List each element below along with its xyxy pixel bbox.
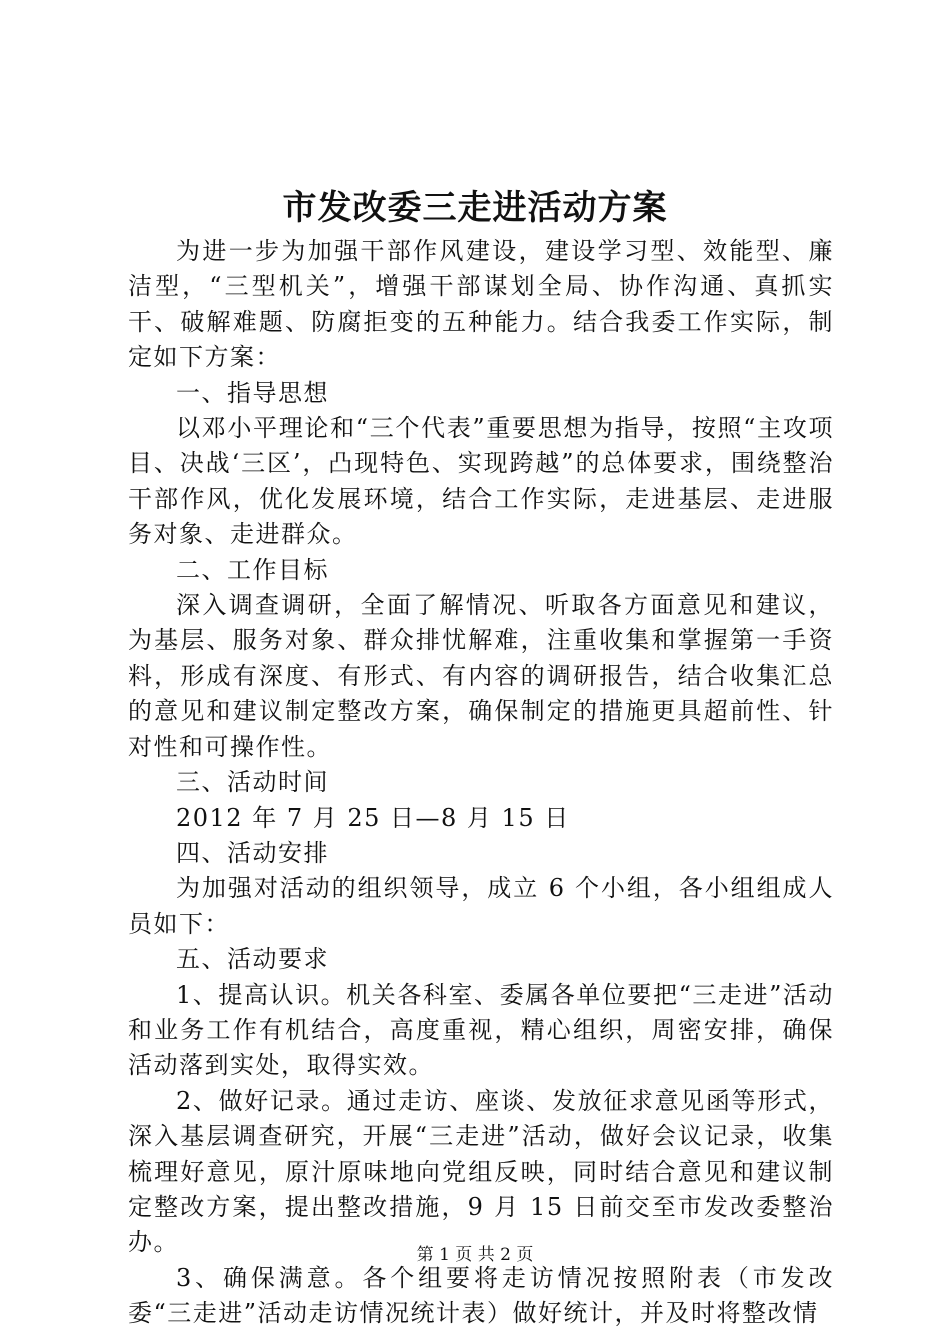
activity-time-paragraph: 2012 年 7 月 25 日—8 月 15 日 (176, 803, 570, 832)
requirement-item-1: 1、提高认识。机关各科室、委属各单位要把“三走进”活动和业务工作有机结合，高度重视，精心组织，周密安排，确保活动落到实处，取得实效。 (128, 980, 834, 1080)
section-heading-work-goals: 二、工作目标 (176, 555, 329, 584)
requirement-item-3: 3、确保满意。各个组要将走访情况按照附表（市发改委“三走进”活动走访情况统计表）做好统计，并及时将整改情 (128, 1263, 834, 1328)
document-body (128, 234, 834, 1332)
activity-arrangement-paragraph: 为加强对活动的组织领导，成立 6 个小组，各小组组成人员如下： (128, 874, 834, 938)
page-footer: 第 1 页 共 2 页 (416, 1245, 534, 1265)
document-title: 市发改委三走进活动方案 (282, 188, 668, 228)
intro-paragraph: 为进一步为加强干部作风建设，建设学习型、效能型、廉洁型，“三型机关”，增强干部谋划全局、协作沟通、真抓实干、破解难题、防腐拒变的五种能力。结合我委工作实际，制定如下方案： (128, 237, 834, 372)
section-heading-activity-time: 三、活动时间 (176, 768, 329, 797)
section-heading-guiding-thought: 一、指导思想 (176, 378, 329, 407)
section-heading-activity-requirements: 五、活动要求 (176, 945, 329, 974)
requirement-item-2: 2、做好记录。通过走访、座谈、发放征求意见函等形式，深入基层调查研究，开展“三走进”活动，做好会议记录，收集梳理好意见，原汁原味地向党组反映，同时结合意见和建议制定整改方案，提出整改措施，9 月 15 日前交至市发改委整治办。 (128, 1086, 834, 1257)
work-goals-paragraph: 深入调查调研，全面了解情况、听取各方面意见和建议，为基层、服务对象、群众排忧解难，注重收集和掌握第一手资料，形成有深度、有形式、有内容的调研报告，结合收集汇总的意见和建议制定整改方案，确保制定的措施更具超前性、针对性和可操作性。 (128, 591, 834, 761)
section-heading-activity-arrangement: 四、活动安排 (176, 838, 329, 867)
guiding-thought-paragraph: 以邓小平理论和“三个代表”重要思想为指导，按照“主攻项目、决战‘三区’，凸现特色、实现跨越”的总体要求，围绕整治干部作风，优化发展环境，结合工作实际，走进基层、走进服务对象、走进群众。 (128, 414, 834, 549)
